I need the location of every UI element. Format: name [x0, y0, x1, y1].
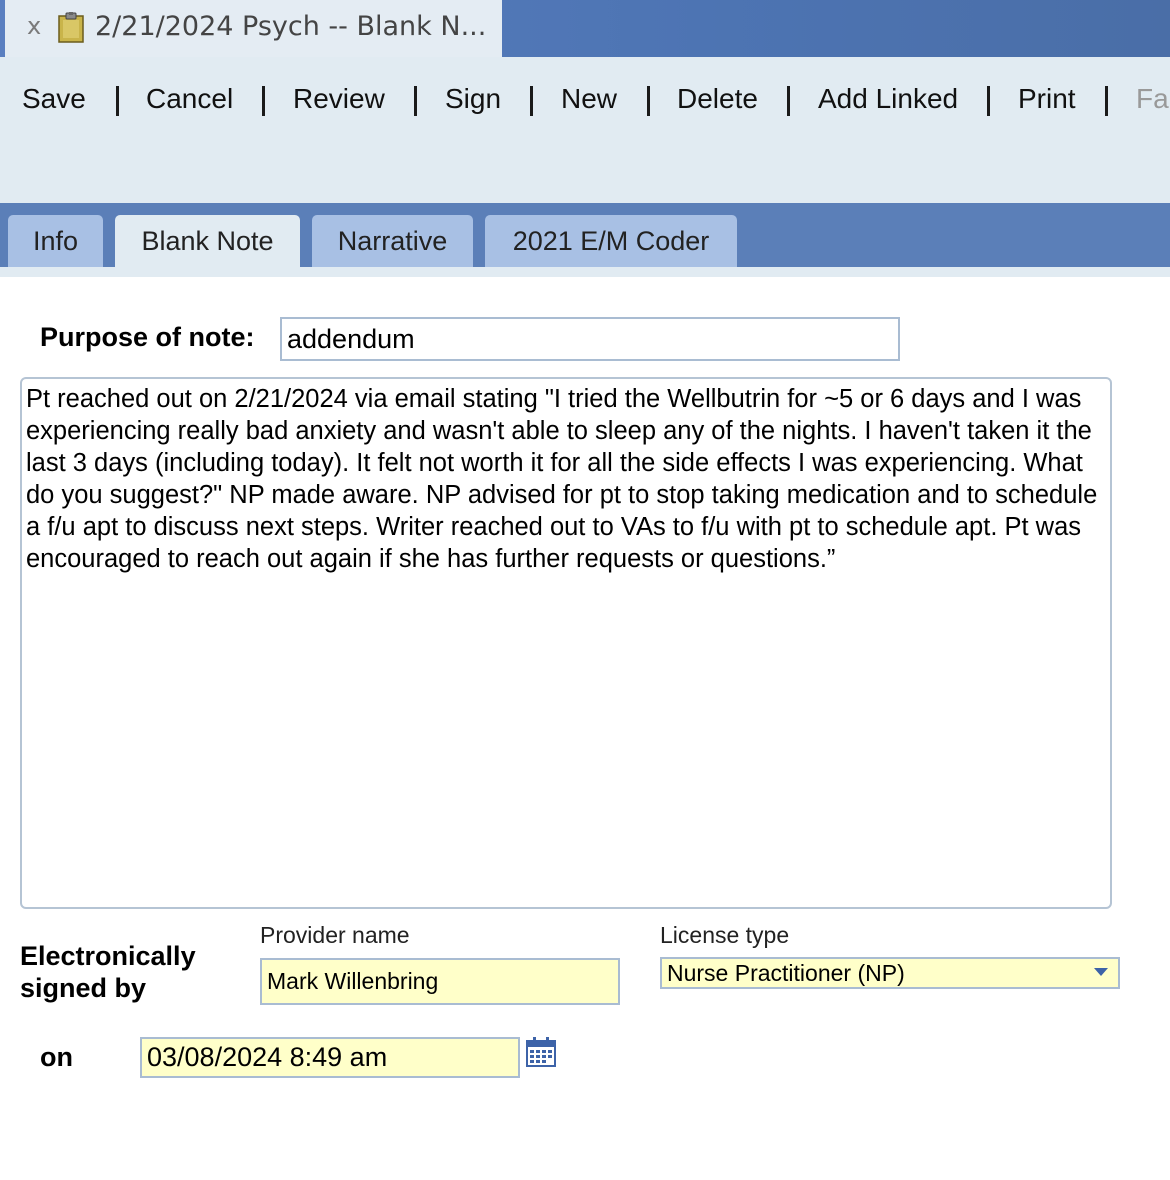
fax-button[interactable]: Fa	[1136, 83, 1169, 114]
tab-bar	[0, 203, 1170, 267]
license-type-value: Nurse Practitioner (NP)	[667, 960, 905, 986]
toolbar-separator	[116, 86, 119, 116]
note-text-area[interactable]	[20, 377, 1112, 909]
toolbar-separator	[414, 86, 417, 116]
purpose-label: Purpose of note:	[40, 322, 255, 352]
tab-info[interactable]: Info	[8, 215, 103, 267]
toolbar-separator	[262, 86, 265, 116]
electronically-signed-label	[20, 940, 196, 1004]
print-button[interactable]: Print	[1018, 83, 1076, 114]
toolbar-separator	[787, 86, 790, 116]
tab-narrative[interactable]: Narrative	[312, 215, 473, 267]
toolbar-separator	[647, 86, 650, 116]
chevron-down-icon[interactable]	[1094, 968, 1108, 976]
license-type-select[interactable]	[660, 957, 1120, 989]
save-button[interactable]: Save	[22, 83, 86, 114]
delete-button[interactable]: Delete	[677, 83, 758, 114]
window-title-bar	[0, 0, 1170, 57]
toolbar	[0, 57, 1170, 203]
toolbar-separator	[530, 86, 533, 116]
calendar-icon[interactable]	[526, 1037, 556, 1067]
sign-button[interactable]: Sign	[445, 83, 502, 114]
license-type-label: License type	[660, 922, 790, 948]
new-button[interactable]: New	[561, 83, 618, 114]
esig-label-line1: Electronically	[20, 941, 196, 971]
purpose-input[interactable]	[280, 317, 900, 361]
close-tab-button[interactable]: x	[27, 12, 42, 40]
clipboard-icon	[58, 12, 84, 43]
esig-label-line2: signed by	[20, 973, 147, 1003]
tab-em-coder[interactable]: 2021 E/M Coder	[485, 215, 737, 267]
provider-name-field[interactable]	[260, 958, 620, 1005]
document-tab[interactable]	[0, 0, 502, 57]
provider-name-label: Provider name	[260, 922, 410, 948]
tab-content-strip	[0, 267, 1170, 277]
signed-date-field[interactable]	[140, 1037, 520, 1078]
tab-blank-note[interactable]: Blank Note	[115, 215, 300, 270]
review-button[interactable]: Review	[293, 83, 385, 114]
cancel-button[interactable]: Cancel	[146, 83, 234, 114]
toolbar-separator	[987, 86, 990, 116]
add-linked-button[interactable]: Add Linked	[818, 83, 959, 114]
toolbar-separator	[1105, 86, 1108, 116]
on-label: on	[40, 1042, 73, 1072]
document-tab-title: 2/21/2024 Psych -- Blank N...	[95, 11, 487, 42]
